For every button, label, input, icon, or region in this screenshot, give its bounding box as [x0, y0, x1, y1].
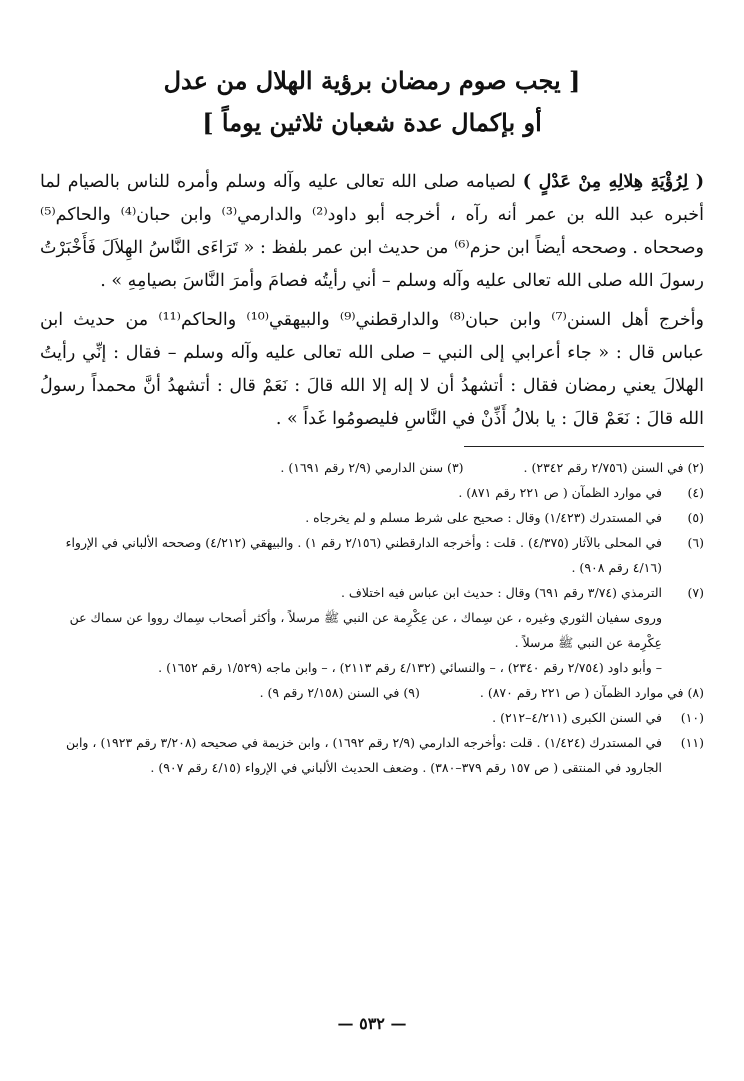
footnote-9: (٩) في السنن (٢/١٥٨ رقم ٩) . [259, 685, 420, 700]
footnote-4 [40, 480, 704, 505]
body-paragraph-2: وأخرج أهل السنن⁽⁷⁾ وابن حبان⁽⁸⁾ والدارقطني⁽⁹⁾ والبيهقي⁽¹⁰⁾ والحاكم⁽¹¹⁾ من حديث ابن عباس قال : « جاء أعرابي إلى النبي – صلى الله تعالى عليه وآله وسلم – فقال : إنِّي رأيتُ الهلالَ يعني رمضان فقال : أتشهدُ أن لا إله إلا الله قالَ : نَعَمْ قال : أتشهدُ أنَّ محمداً رسولُ الله قالَ : نَعَمْ قالَ : يا بلالُ أَذِّنْ في النَّاسِ فليصومُوا غَداً » . [40, 310, 704, 429]
chapter-heading-line1: [ يجب صوم رمضان برؤية الهلال من عدل [163, 66, 581, 95]
footnote-7-references: – وأبو داود (٢/٧٥٤ رقم ٢٣٤٠) ، – والنسائي (٤/١٣٢ رقم ٢١١٣) ، – وابن ماجه (١/٥٢٩ رقم ١٦٥٢) . [158, 660, 662, 675]
footnote-10-number: (١٠) [680, 710, 704, 725]
footnote-6-number: (٦) [687, 535, 704, 550]
footnote-5-number: (٥) [687, 510, 704, 525]
footnote-4-number: (٤) [687, 485, 704, 500]
page-number: — ٥٣٢ — [337, 1014, 407, 1033]
footnote-5 [40, 505, 704, 530]
body-paragraph-1-text: لصيامه صلى الله تعالى عليه وآله وسلم وأمره للناس بالصيام لما أخبره عبد الله بن عمر أنه رآه ، أخرجه أبو داود⁽²⁾ والدارمي⁽³⁾ وابن حبان⁽⁴⁾ والحاكم⁽⁵⁾ وصححاه . وصححه أيضاً ابن حزم⁽⁶⁾ من حديث ابن عمر بلفظ : « تَرَاءَى النَّاسُ الهِلاَلَ فَأَخْبَرْتُ رسولَ الله صلى الله تعالى عليه وآله وسلم – أني رأيتُه فصامَ وأمرَ النَّاسَ بصيامِهِ » . [40, 172, 704, 291]
chapter-heading-line2: أو بإكمال عدة شعبان ثلاثين يوماً ] [202, 108, 542, 137]
footnote-10-text: في السنن الكبرى (٤/٢١١–٢١٢) . [492, 710, 662, 725]
document-page [40, 60, 704, 780]
footnote-11-number: (١١) [680, 735, 704, 750]
footnote-2: (٢) في السنن (٢/٧٥٦ رقم ٢٣٤٢) . [523, 460, 704, 475]
footnote-6-text: في المحلى بالآثار (٤/٣٧٥) . قلت : وأخرجه الدارقطني (٢/١٥٦ رقم ١) . والبيهقي (٤/٢١٢) وصححه الألباني في الإرواء (٤/١٦ رقم ٩٠٨) . [65, 535, 662, 575]
footnote-11 [40, 730, 704, 780]
footnote-10 [40, 705, 704, 730]
footnote-row-8-9 [40, 680, 704, 705]
body-paragraph-1 [40, 166, 704, 298]
footnote-8: (٨) في موارد الظمآن ( ص ٢٢١ رقم ٨٧٠) . [479, 685, 704, 700]
footnote-divider [464, 446, 704, 447]
footnote-7 [40, 580, 704, 605]
footnote-3: (٣) سنن الدارمي (٢/٩ رقم ١٦٩١) . [280, 460, 464, 475]
footnote-7-continuation: وروى سفيان الثوري وغيره ، عن سِماك ، عن عِكْرِمة عن النبي ﷺ مرسلاً ، وأكثر أصحاب سِماك رووا عن سماك عن عِكْرِمة عن النبي ﷺ مرسلاً . [69, 610, 662, 650]
footnote-11-text: في المستدرك (١/٤٢٤) . قلت :وأخرجه الدارمي (٢/٩ رقم ١٦٩٢) ، وابن خزيمة في صحيحه (٣/٢٠٨ رقم ١٩٢٣) ، وابن الجارود في المنتقى ( ص ١٥٧ رقم ٣٧٩–٣٨٠) . وضعف الحديث الألباني في الإرواء (٤/١٥ رقم ٩٠٧) . [65, 735, 662, 775]
footnote-5-text: في المستدرك (١/٤٢٣) وقال : صحيح على شرط مسلم و لم يخرجاه . [305, 510, 662, 525]
footnote-4-text: في موارد الظمآن ( ص ٢٢١ رقم ٨٧١) . [458, 485, 662, 500]
matn-quote: ( لِرُؤْيَةِ هِلالِهِ مِنْ عَدْلٍ ) [522, 172, 704, 192]
footnote-7-number: (٧) [687, 585, 704, 600]
footnote-row-2-3 [40, 455, 704, 480]
footnote-7-text: الترمذي (٣/٧٤ رقم ٦٩١) وقال : حديث ابن عباس فيه اختلاف . [340, 585, 662, 600]
footnote-6 [40, 530, 704, 580]
